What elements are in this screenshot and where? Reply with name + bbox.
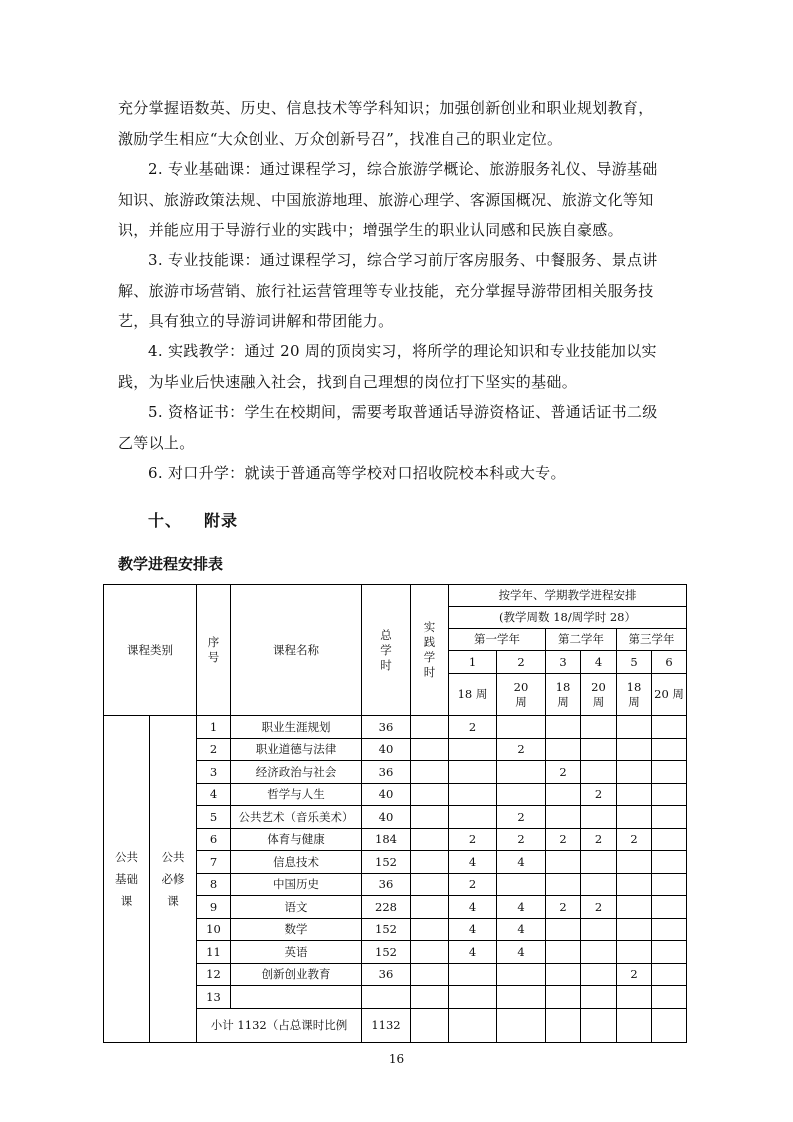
total-hours-cell: 36	[362, 873, 411, 896]
paragraph-line: 知识、旅游政策法规、中国旅游地理、旅游心理学、客源国概况、旅游文化等知	[118, 190, 654, 209]
header-semester-4: 4	[581, 651, 617, 674]
semester-hours-cell: 2	[497, 806, 546, 829]
semester-hours-cell	[581, 806, 617, 829]
subtotal-label: 小计 1132（占总课时比例	[197, 1008, 362, 1042]
semester-hours-cell	[617, 941, 652, 964]
semester-hours-cell: 4	[497, 851, 546, 874]
total-hours-cell: 152	[362, 851, 411, 874]
practice-hours-cell	[411, 873, 449, 896]
semester-hours-cell	[652, 738, 687, 761]
course-name-cell: 中国历史	[231, 873, 362, 896]
subtotal-empty-cell	[581, 1008, 617, 1042]
semester-hours-cell	[617, 738, 652, 761]
section-title: 附录	[204, 511, 239, 530]
seq-cell: 8	[197, 873, 231, 896]
total-hours-cell: 184	[362, 828, 411, 851]
practice-hours-cell	[411, 918, 449, 941]
semester-hours-cell: 2	[546, 828, 581, 851]
semester-hours-cell	[581, 716, 617, 739]
paragraph-line: 识，并能应用于导游行业的实践中；增强学生的职业认同感和民族自豪感。	[118, 221, 623, 239]
seq-cell: 11	[197, 941, 231, 964]
section-number: 十、	[148, 511, 183, 530]
semester-hours-cell	[581, 873, 617, 896]
paragraph-line: 乙等以上。	[118, 433, 195, 452]
seq-cell: 3	[197, 761, 231, 784]
semester-hours-cell: 2	[617, 963, 652, 986]
course-name-cell: 数学	[231, 918, 362, 941]
practice-hours-cell	[411, 851, 449, 874]
paragraph-line: 激励学生相应“大众创业、万众创新号召”，找准自己的职业定位。	[118, 129, 563, 148]
semester-hours-cell	[546, 918, 581, 941]
category-public-required: 公共 必修 课	[150, 716, 197, 1043]
semester-hours-cell: 4	[497, 941, 546, 964]
semester-hours-cell: 2	[449, 873, 497, 896]
semester-hours-cell	[546, 738, 581, 761]
header-semester-2: 2	[497, 651, 546, 674]
semester-hours-cell	[617, 896, 652, 919]
semester-hours-cell	[617, 761, 652, 784]
paragraph	[118, 397, 688, 458]
semester-hours-cell: 4	[497, 896, 546, 919]
header-year-3: 第三学年	[617, 629, 687, 651]
header-practice-hours: 实 践 学 时	[411, 585, 449, 716]
header-schedule: 按学年、学期教学进程安排	[449, 585, 687, 607]
semester-hours-cell: 2	[581, 896, 617, 919]
semester-hours-cell: 4	[497, 918, 546, 941]
header-year-2: 第二学年	[546, 629, 617, 651]
semester-hours-cell	[497, 963, 546, 986]
semester-hours-cell	[617, 986, 652, 1009]
subtotal-empty-cell	[617, 1008, 652, 1042]
seq-cell: 6	[197, 828, 231, 851]
paragraph-line: 5. 资格证书：学生在校期间，需要考取普通话导游资格证、普通话证书二级	[148, 403, 658, 421]
total-hours-cell: 40	[362, 783, 411, 806]
semester-hours-cell	[617, 783, 652, 806]
course-name-cell: 英语	[231, 941, 362, 964]
subtotal-empty-cell	[652, 1008, 687, 1042]
course-name-cell: 信息技术	[231, 851, 362, 874]
practice-hours-cell	[411, 761, 449, 784]
semester-hours-cell	[652, 761, 687, 784]
subtotal-empty-cell	[411, 1008, 449, 1042]
semester-hours-cell	[652, 986, 687, 1009]
header-semester-3: 3	[546, 651, 581, 674]
practice-hours-cell	[411, 986, 449, 1009]
paragraph-line: 解、旅游市场营销、旅行社运营管理等专业技能，充分掌握导游带团相关服务技	[118, 281, 654, 300]
semester-hours-cell	[652, 806, 687, 829]
header-weeks-3: 18 周	[546, 674, 581, 716]
semester-hours-cell: 4	[449, 918, 497, 941]
course-name-cell: 体育与健康	[231, 828, 362, 851]
practice-hours-cell	[411, 963, 449, 986]
course-name-cell: 职业道德与法律	[231, 738, 362, 761]
semester-hours-cell	[617, 918, 652, 941]
total-hours-cell: 36	[362, 716, 411, 739]
paragraph	[118, 245, 688, 337]
seq-cell: 4	[197, 783, 231, 806]
seq-cell: 10	[197, 918, 231, 941]
semester-hours-cell: 2	[617, 828, 652, 851]
semester-hours-cell	[581, 941, 617, 964]
semester-hours-cell	[581, 918, 617, 941]
semester-hours-cell: 4	[449, 941, 497, 964]
subtotal-empty-cell	[546, 1008, 581, 1042]
header-weeks-6: 20 周	[652, 674, 687, 716]
total-hours-cell: 228	[362, 896, 411, 919]
semester-hours-cell	[546, 806, 581, 829]
total-hours-cell: 40	[362, 738, 411, 761]
table-title: 教学进程安排表	[118, 555, 224, 573]
semester-hours-cell	[449, 738, 497, 761]
semester-hours-cell	[497, 873, 546, 896]
semester-hours-cell	[449, 806, 497, 829]
semester-hours-cell	[449, 761, 497, 784]
semester-hours-cell	[581, 986, 617, 1009]
semester-hours-cell	[546, 986, 581, 1009]
header-category: 课程类别	[104, 585, 197, 716]
header-semester-1: 1	[449, 651, 497, 674]
semester-hours-cell	[652, 851, 687, 874]
paragraph-line: 3. 专业技能课：通过课程学习，综合学习前厅客房服务、中餐服务、景点讲	[148, 251, 658, 269]
header-semester-5: 5	[617, 651, 652, 674]
semester-hours-cell	[581, 738, 617, 761]
semester-hours-cell: 2	[497, 828, 546, 851]
semester-hours-cell: 2	[581, 828, 617, 851]
semester-hours-cell: 2	[497, 738, 546, 761]
course-name-cell: 经济政治与社会	[231, 761, 362, 784]
semester-hours-cell: 2	[546, 896, 581, 919]
header-course-name: 课程名称	[231, 585, 362, 716]
practice-hours-cell	[411, 716, 449, 739]
semester-hours-cell	[546, 783, 581, 806]
semester-hours-cell	[497, 986, 546, 1009]
paragraph-line: 6. 对口升学：就读于普通高等学校对口招收院校本科或大专。	[148, 464, 566, 482]
header-weeks-4: 20 周	[581, 674, 617, 716]
semester-hours-cell	[497, 783, 546, 806]
paragraph	[118, 458, 688, 489]
total-hours-cell: 36	[362, 963, 411, 986]
practice-hours-cell	[411, 783, 449, 806]
practice-hours-cell	[411, 941, 449, 964]
seq-cell: 5	[197, 806, 231, 829]
paragraph-line: 践，为毕业后快速融入社会，找到自己理想的岗位打下坚实的基础。	[118, 372, 578, 391]
semester-hours-cell	[497, 716, 546, 739]
seq-cell: 1	[197, 716, 231, 739]
paragraph	[118, 336, 688, 397]
course-name-cell: 哲学与人生	[231, 783, 362, 806]
header-total-hours: 总 学 时	[362, 585, 411, 716]
semester-hours-cell	[652, 783, 687, 806]
semester-hours-cell: 2	[581, 783, 617, 806]
semester-hours-cell: 4	[449, 851, 497, 874]
header-year-1: 第一学年	[449, 629, 546, 651]
paragraph-line: 2. 专业基础课：通过课程学习，综合旅游学概论、旅游服务礼仪、导游基础	[148, 160, 658, 178]
semester-hours-cell	[652, 828, 687, 851]
course-name-cell: 公共艺术（音乐美术）	[231, 806, 362, 829]
total-hours-cell: 40	[362, 806, 411, 829]
semester-hours-cell: 4	[449, 896, 497, 919]
subtotal-total: 1132	[362, 1008, 411, 1042]
header-weeks-5: 18 周	[617, 674, 652, 716]
header-schedule-note: (教学周数 18/周学时 28）	[449, 607, 687, 629]
header-seq: 序 号	[197, 585, 231, 716]
page-number: 16	[388, 1052, 405, 1066]
course-name-cell	[231, 986, 362, 1009]
semester-hours-cell	[617, 851, 652, 874]
semester-hours-cell	[449, 783, 497, 806]
seq-cell: 7	[197, 851, 231, 874]
course-name-cell: 创新创业教育	[231, 963, 362, 986]
practice-hours-cell	[411, 806, 449, 829]
semester-hours-cell	[652, 873, 687, 896]
semester-hours-cell	[581, 851, 617, 874]
semester-hours-cell	[617, 873, 652, 896]
paragraph	[118, 93, 688, 154]
total-hours-cell: 152	[362, 941, 411, 964]
paragraph	[118, 154, 688, 246]
seq-cell: 12	[197, 963, 231, 986]
semester-hours-cell	[617, 806, 652, 829]
header-weeks-2: 20 周	[497, 674, 546, 716]
seq-cell: 13	[197, 986, 231, 1009]
semester-hours-cell	[652, 963, 687, 986]
semester-hours-cell	[546, 941, 581, 964]
semester-hours-cell	[581, 963, 617, 986]
seq-cell: 2	[197, 738, 231, 761]
semester-hours-cell	[581, 761, 617, 784]
table-row	[104, 716, 687, 739]
paragraph-line: 充分掌握语数英、历史、信息技术等学科知识；加强创新创业和职业规划教育，	[118, 99, 654, 117]
semester-hours-cell	[617, 716, 652, 739]
paragraph-line: 艺，具有独立的导游词讲解和带团能力。	[118, 312, 394, 330]
semester-hours-cell	[449, 963, 497, 986]
header-semester-6: 6	[652, 651, 687, 674]
subtotal-empty-cell	[449, 1008, 497, 1042]
semester-hours-cell	[652, 941, 687, 964]
course-name-cell: 语文	[231, 896, 362, 919]
section-heading	[148, 508, 238, 531]
subtotal-empty-cell	[497, 1008, 546, 1042]
schedule-table	[103, 584, 687, 1043]
paragraph-line: 4. 实践教学：通过 20 周的顶岗实习，将所学的理论知识和专业技能加以实	[148, 342, 657, 360]
practice-hours-cell	[411, 828, 449, 851]
practice-hours-cell	[411, 738, 449, 761]
total-hours-cell: 152	[362, 918, 411, 941]
semester-hours-cell: 2	[546, 761, 581, 784]
semester-hours-cell	[652, 896, 687, 919]
semester-hours-cell	[546, 963, 581, 986]
semester-hours-cell	[652, 918, 687, 941]
semester-hours-cell	[449, 986, 497, 1009]
course-name-cell: 职业生涯规划	[231, 716, 362, 739]
semester-hours-cell	[497, 761, 546, 784]
header-weeks-1: 18 周	[449, 674, 497, 716]
semester-hours-cell	[546, 716, 581, 739]
category-public-basic: 公共 基础 课	[104, 716, 150, 1043]
semester-hours-cell: 2	[449, 828, 497, 851]
semester-hours-cell	[546, 851, 581, 874]
semester-hours-cell: 2	[449, 716, 497, 739]
seq-cell: 9	[197, 896, 231, 919]
semester-hours-cell	[652, 716, 687, 739]
total-hours-cell	[362, 986, 411, 1009]
total-hours-cell: 36	[362, 761, 411, 784]
semester-hours-cell	[546, 873, 581, 896]
practice-hours-cell	[411, 896, 449, 919]
